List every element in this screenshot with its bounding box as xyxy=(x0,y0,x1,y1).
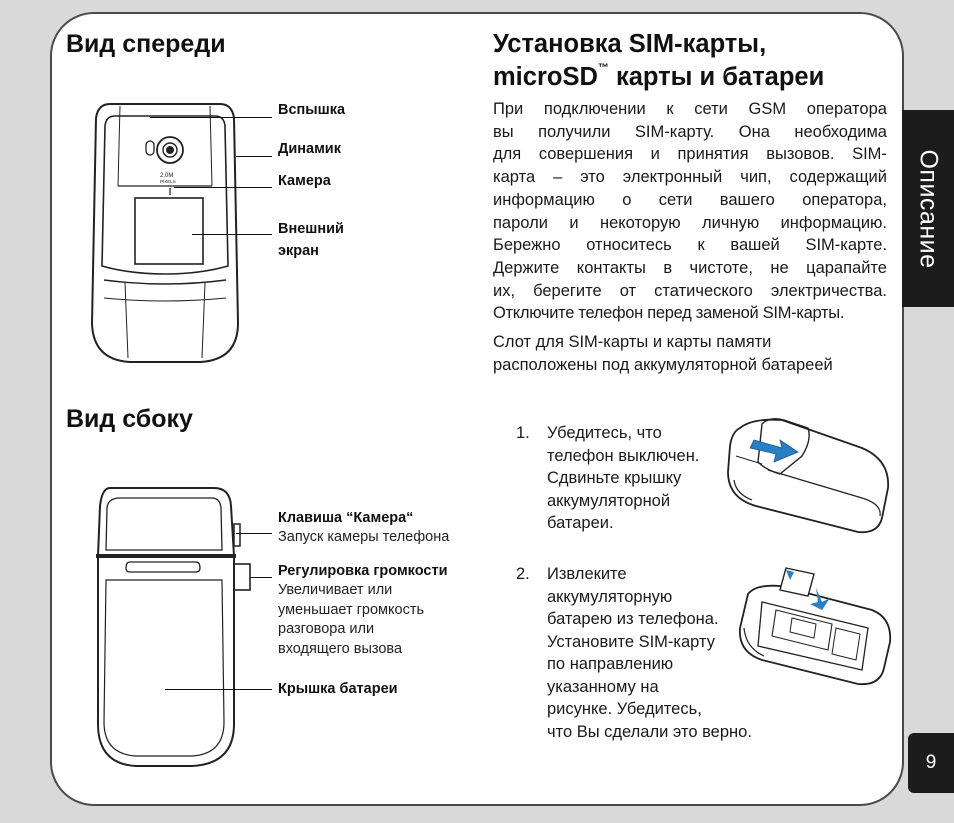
intro-line: Отключите телефон перед заменой SIM-карты. xyxy=(493,304,845,323)
volume-label: Регулировка громкости xyxy=(278,563,448,579)
step-1-text: Убедитесь, что телефон выключен. Сдвиньте крышку аккумуляторной батареи. xyxy=(547,424,700,532)
camera-key-desc: Запуск камеры телефона xyxy=(278,529,450,545)
slide-arrow-icon xyxy=(750,440,798,462)
install-intro xyxy=(493,98,887,325)
intro-line: вы получили SIM-карту. Она необходима xyxy=(493,122,887,141)
camera-pixels-text: PIXELS xyxy=(160,179,176,184)
slot-line: расположены под аккумуляторной батареей xyxy=(493,355,833,374)
page-number: 9 xyxy=(908,733,954,793)
camera-label: Камера xyxy=(278,173,331,189)
external-screen-label-2: экран xyxy=(278,243,319,259)
step-1-number: 1. xyxy=(516,424,530,442)
section-tab xyxy=(902,110,954,307)
volume-desc-2: уменьшает громкость xyxy=(278,601,425,618)
slot-line: Слот для SIM-карты и карты памяти xyxy=(493,333,772,351)
install-title-line-2: microSD™ карты и батареи xyxy=(493,62,825,91)
volume-desc-3: разговора или xyxy=(278,621,375,637)
external-screen-label-1: Внешний xyxy=(278,221,344,237)
side-view-title: Вид сбоку xyxy=(66,405,193,433)
intro-line: информацию о сети вашего оператора, xyxy=(493,190,887,209)
intro-line: пароли и некоторую личную информацию. xyxy=(493,213,887,232)
camera-resolution-text: 2.0M xyxy=(160,173,174,179)
slot-note xyxy=(493,331,833,376)
phone-side-illustration xyxy=(92,484,252,770)
camera-key-label: Клавиша “Камера“ xyxy=(278,510,414,526)
battery-cover-leader xyxy=(165,689,272,690)
intro-line: для совершения и принятия вызовов. SIM- xyxy=(493,145,887,164)
front-view-title: Вид спереди xyxy=(66,30,226,58)
step-2-text: Извлеките аккумуляторную батарею из телефона. Установите SIM-карту по направлению указанному на рисунке. Убедитесь, что Вы сделали это верно. xyxy=(547,565,752,741)
intro-line: Бережно относитесь к вашей SIM-карте. xyxy=(493,236,887,255)
camera-key-leader xyxy=(236,533,272,534)
phone-front-illustration xyxy=(90,98,240,368)
intro-line: карта – это электронный чип, содержащий xyxy=(493,168,887,187)
step-2-illustration xyxy=(736,558,894,692)
speaker-leader xyxy=(236,156,272,157)
speaker-label: Динамик xyxy=(278,141,341,157)
flash-label: Вспышка xyxy=(278,102,346,118)
flash-leader xyxy=(150,117,272,118)
intro-line: их, берегите от статического электричества. xyxy=(493,281,887,300)
volume-leader xyxy=(250,577,272,578)
screen-leader xyxy=(192,234,272,235)
battery-cover-label: Крышка батареи xyxy=(278,681,398,697)
step-1-illustration xyxy=(722,410,894,538)
camera-leader xyxy=(174,187,272,188)
volume-desc-4: входящего вызова xyxy=(278,640,403,657)
step-2-number: 2. xyxy=(516,565,530,583)
intro-line: Держите контакты в чистоте, не царапайте xyxy=(493,258,887,277)
intro-line: При подключении к сети GSM оператора xyxy=(493,100,887,118)
install-title-line-1: Установка SIM-карты, xyxy=(493,30,767,58)
section-tab-label: Описание xyxy=(914,148,943,269)
volume-desc-1: Увеличивает или xyxy=(278,582,393,598)
